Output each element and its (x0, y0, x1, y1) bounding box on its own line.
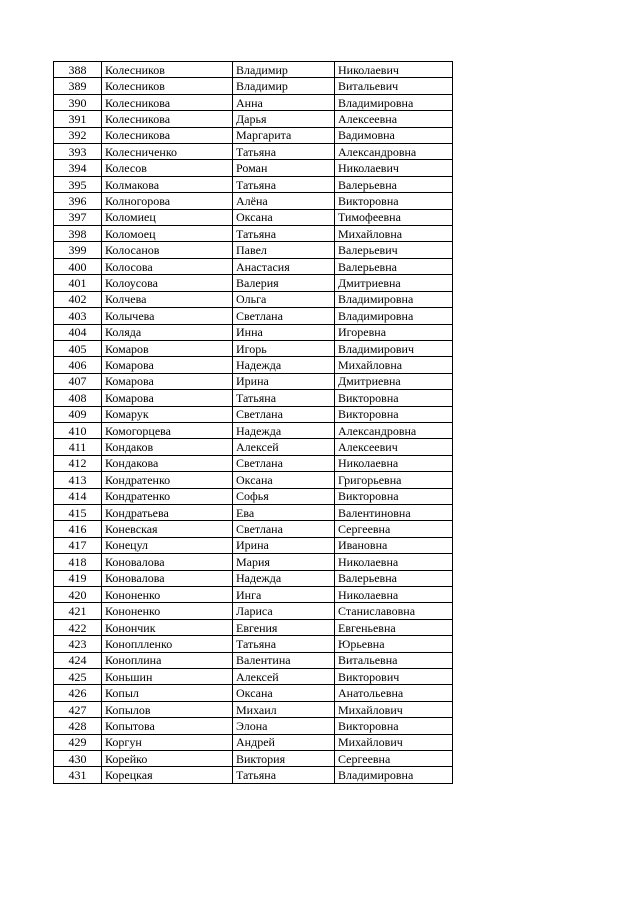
table-row (54, 390, 453, 406)
patronymic-cell: Валерьевна (335, 570, 453, 586)
row-number-cell: 395 (54, 176, 102, 192)
first-name-cell: Светлана (233, 308, 335, 324)
row-number-cell: 423 (54, 636, 102, 652)
first-name-cell: Алексей (233, 669, 335, 685)
patronymic-cell: Валерьевна (335, 176, 453, 192)
table-row (54, 78, 453, 94)
table-row (54, 275, 453, 291)
table-row (54, 242, 453, 258)
first-name-cell: Анна (233, 94, 335, 110)
row-number-cell: 428 (54, 718, 102, 734)
first-name-cell: Анастасия (233, 258, 335, 274)
table-row (54, 144, 453, 160)
first-name-cell: Ева (233, 504, 335, 520)
row-number-cell: 390 (54, 94, 102, 110)
last-name-cell: Комаров (102, 340, 233, 356)
names-table-body (54, 62, 453, 784)
row-number-cell: 401 (54, 275, 102, 291)
first-name-cell: Светлана (233, 455, 335, 471)
last-name-cell: Комогорцева (102, 422, 233, 438)
last-name-cell: Коновалова (102, 554, 233, 570)
table-row (54, 587, 453, 603)
last-name-cell: Копыл (102, 685, 233, 701)
row-number-cell: 420 (54, 587, 102, 603)
first-name-cell: Инна (233, 324, 335, 340)
table-row (54, 472, 453, 488)
table-row (54, 669, 453, 685)
row-number-cell: 402 (54, 291, 102, 307)
last-name-cell: Конончик (102, 619, 233, 635)
patronymic-cell: Михайловна (335, 357, 453, 373)
row-number-cell: 392 (54, 127, 102, 143)
patronymic-cell: Николаевна (335, 455, 453, 471)
row-number-cell: 413 (54, 472, 102, 488)
row-number-cell: 418 (54, 554, 102, 570)
document-page (53, 61, 453, 784)
table-row (54, 537, 453, 553)
patronymic-cell: Витальевна (335, 652, 453, 668)
patronymic-cell: Станиславовна (335, 603, 453, 619)
table-row (54, 652, 453, 668)
table-row (54, 488, 453, 504)
last-name-cell: Комарова (102, 390, 233, 406)
last-name-cell: Комарова (102, 357, 233, 373)
row-number-cell: 394 (54, 160, 102, 176)
patronymic-cell: Валентиновна (335, 504, 453, 520)
last-name-cell: Корейко (102, 751, 233, 767)
first-name-cell: Андрей (233, 734, 335, 750)
patronymic-cell: Анатольевна (335, 685, 453, 701)
row-number-cell: 426 (54, 685, 102, 701)
patronymic-cell: Викторовна (335, 193, 453, 209)
table-row (54, 340, 453, 356)
patronymic-cell: Вадимовна (335, 127, 453, 143)
first-name-cell: Дарья (233, 111, 335, 127)
row-number-cell: 396 (54, 193, 102, 209)
last-name-cell: Копытова (102, 718, 233, 734)
first-name-cell: Ирина (233, 537, 335, 553)
patronymic-cell: Сергеевна (335, 521, 453, 537)
row-number-cell: 417 (54, 537, 102, 553)
row-number-cell: 397 (54, 209, 102, 225)
patronymic-cell: Викторовна (335, 390, 453, 406)
first-name-cell: Владимир (233, 78, 335, 94)
patronymic-cell: Викторович (335, 669, 453, 685)
table-row (54, 718, 453, 734)
last-name-cell: Кондакова (102, 455, 233, 471)
patronymic-cell: Владимировна (335, 308, 453, 324)
table-row (54, 94, 453, 110)
first-name-cell: Евгения (233, 619, 335, 635)
patronymic-cell: Тимофеевна (335, 209, 453, 225)
row-number-cell: 391 (54, 111, 102, 127)
row-number-cell: 400 (54, 258, 102, 274)
table-row (54, 209, 453, 225)
patronymic-cell: Александровна (335, 144, 453, 160)
first-name-cell: Михаил (233, 701, 335, 717)
first-name-cell: Владимир (233, 62, 335, 78)
last-name-cell: Колчева (102, 291, 233, 307)
row-number-cell: 411 (54, 439, 102, 455)
table-row (54, 751, 453, 767)
patronymic-cell: Юрьевна (335, 636, 453, 652)
last-name-cell: Колосанов (102, 242, 233, 258)
first-name-cell: Татьяна (233, 767, 335, 783)
table-row (54, 439, 453, 455)
patronymic-cell: Алексеевич (335, 439, 453, 455)
patronymic-cell: Сергеевна (335, 751, 453, 767)
row-number-cell: 409 (54, 406, 102, 422)
row-number-cell: 422 (54, 619, 102, 635)
last-name-cell: Кондратенко (102, 488, 233, 504)
row-number-cell: 404 (54, 324, 102, 340)
patronymic-cell: Валерьевич (335, 242, 453, 258)
first-name-cell: Мария (233, 554, 335, 570)
table-row (54, 636, 453, 652)
table-row (54, 767, 453, 783)
patronymic-cell: Николаевна (335, 587, 453, 603)
table-row (54, 685, 453, 701)
table-row (54, 111, 453, 127)
row-number-cell: 412 (54, 455, 102, 471)
row-number-cell: 431 (54, 767, 102, 783)
row-number-cell: 398 (54, 226, 102, 242)
patronymic-cell: Дмитриевна (335, 373, 453, 389)
patronymic-cell: Викторовна (335, 488, 453, 504)
first-name-cell: Валентина (233, 652, 335, 668)
row-number-cell: 421 (54, 603, 102, 619)
row-number-cell: 430 (54, 751, 102, 767)
patronymic-cell: Михайловна (335, 226, 453, 242)
last-name-cell: Корецкая (102, 767, 233, 783)
patronymic-cell: Владимировна (335, 291, 453, 307)
first-name-cell: Роман (233, 160, 335, 176)
first-name-cell: Надежда (233, 422, 335, 438)
last-name-cell: Кондаков (102, 439, 233, 455)
patronymic-cell: Викторовна (335, 406, 453, 422)
table-row (54, 176, 453, 192)
patronymic-cell: Алексеевна (335, 111, 453, 127)
first-name-cell: Игорь (233, 340, 335, 356)
last-name-cell: Кононенко (102, 587, 233, 603)
patronymic-cell: Владимировна (335, 767, 453, 783)
last-name-cell: Комарова (102, 373, 233, 389)
first-name-cell: Павел (233, 242, 335, 258)
row-number-cell: 393 (54, 144, 102, 160)
patronymic-cell: Александровна (335, 422, 453, 438)
patronymic-cell: Михайлович (335, 734, 453, 750)
patronymic-cell: Владимирович (335, 340, 453, 356)
last-name-cell: Колесов (102, 160, 233, 176)
first-name-cell: Ольга (233, 291, 335, 307)
last-name-cell: Кондратенко (102, 472, 233, 488)
last-name-cell: Коноплленко (102, 636, 233, 652)
table-row (54, 226, 453, 242)
first-name-cell: Алёна (233, 193, 335, 209)
patronymic-cell: Витальевич (335, 78, 453, 94)
last-name-cell: Коновалова (102, 570, 233, 586)
table-row (54, 62, 453, 78)
last-name-cell: Коломиец (102, 209, 233, 225)
patronymic-cell: Николаевич (335, 62, 453, 78)
row-number-cell: 419 (54, 570, 102, 586)
last-name-cell: Коноплина (102, 652, 233, 668)
first-name-cell: Светлана (233, 521, 335, 537)
row-number-cell: 410 (54, 422, 102, 438)
row-number-cell: 416 (54, 521, 102, 537)
table-row (54, 324, 453, 340)
last-name-cell: Колесников (102, 62, 233, 78)
patronymic-cell: Владимировна (335, 94, 453, 110)
last-name-cell: Коляда (102, 324, 233, 340)
last-name-cell: Коневская (102, 521, 233, 537)
first-name-cell: Татьяна (233, 144, 335, 160)
last-name-cell: Колмакова (102, 176, 233, 192)
table-row (54, 521, 453, 537)
row-number-cell: 408 (54, 390, 102, 406)
last-name-cell: Коломоец (102, 226, 233, 242)
row-number-cell: 389 (54, 78, 102, 94)
last-name-cell: Коргун (102, 734, 233, 750)
last-name-cell: Колоусова (102, 275, 233, 291)
patronymic-cell: Михайлович (335, 701, 453, 717)
first-name-cell: Оксана (233, 685, 335, 701)
last-name-cell: Колногорова (102, 193, 233, 209)
first-name-cell: Валерия (233, 275, 335, 291)
first-name-cell: Маргарита (233, 127, 335, 143)
table-row (54, 603, 453, 619)
row-number-cell: 405 (54, 340, 102, 356)
last-name-cell: Колесников (102, 78, 233, 94)
names-table (53, 61, 453, 784)
row-number-cell: 424 (54, 652, 102, 668)
row-number-cell: 403 (54, 308, 102, 324)
last-name-cell: Кононенко (102, 603, 233, 619)
last-name-cell: Конецул (102, 537, 233, 553)
last-name-cell: Колосова (102, 258, 233, 274)
table-row (54, 504, 453, 520)
table-row (54, 127, 453, 143)
last-name-cell: Колесникова (102, 111, 233, 127)
patronymic-cell: Ивановна (335, 537, 453, 553)
first-name-cell: Лариса (233, 603, 335, 619)
last-name-cell: Коньшин (102, 669, 233, 685)
patronymic-cell: Дмитриевна (335, 275, 453, 291)
first-name-cell: Оксана (233, 209, 335, 225)
first-name-cell: Надежда (233, 357, 335, 373)
row-number-cell: 415 (54, 504, 102, 520)
first-name-cell: Светлана (233, 406, 335, 422)
first-name-cell: Инга (233, 587, 335, 603)
first-name-cell: Оксана (233, 472, 335, 488)
table-row (54, 619, 453, 635)
table-row (54, 291, 453, 307)
patronymic-cell: Николаевна (335, 554, 453, 570)
table-row (54, 357, 453, 373)
patronymic-cell: Игоревна (335, 324, 453, 340)
first-name-cell: Ирина (233, 373, 335, 389)
patronymic-cell: Григорьевна (335, 472, 453, 488)
table-row (54, 258, 453, 274)
row-number-cell: 388 (54, 62, 102, 78)
first-name-cell: Надежда (233, 570, 335, 586)
table-row (54, 373, 453, 389)
last-name-cell: Колесникова (102, 94, 233, 110)
first-name-cell: Элона (233, 718, 335, 734)
first-name-cell: Татьяна (233, 226, 335, 242)
patronymic-cell: Валерьевна (335, 258, 453, 274)
table-row (54, 570, 453, 586)
last-name-cell: Кондратьева (102, 504, 233, 520)
first-name-cell: Татьяна (233, 636, 335, 652)
first-name-cell: Софья (233, 488, 335, 504)
first-name-cell: Татьяна (233, 176, 335, 192)
row-number-cell: 425 (54, 669, 102, 685)
last-name-cell: Колесниченко (102, 144, 233, 160)
last-name-cell: Копылов (102, 701, 233, 717)
table-row (54, 193, 453, 209)
table-row (54, 701, 453, 717)
table-row (54, 554, 453, 570)
row-number-cell: 427 (54, 701, 102, 717)
row-number-cell: 406 (54, 357, 102, 373)
last-name-cell: Комарук (102, 406, 233, 422)
last-name-cell: Колесникова (102, 127, 233, 143)
table-row (54, 308, 453, 324)
table-row (54, 734, 453, 750)
first-name-cell: Татьяна (233, 390, 335, 406)
first-name-cell: Виктория (233, 751, 335, 767)
row-number-cell: 407 (54, 373, 102, 389)
last-name-cell: Колычева (102, 308, 233, 324)
patronymic-cell: Николаевич (335, 160, 453, 176)
row-number-cell: 399 (54, 242, 102, 258)
row-number-cell: 429 (54, 734, 102, 750)
row-number-cell: 414 (54, 488, 102, 504)
table-row (54, 406, 453, 422)
table-row (54, 422, 453, 438)
table-row (54, 160, 453, 176)
table-row (54, 455, 453, 471)
patronymic-cell: Евгеньевна (335, 619, 453, 635)
first-name-cell: Алексей (233, 439, 335, 455)
patronymic-cell: Викторовна (335, 718, 453, 734)
